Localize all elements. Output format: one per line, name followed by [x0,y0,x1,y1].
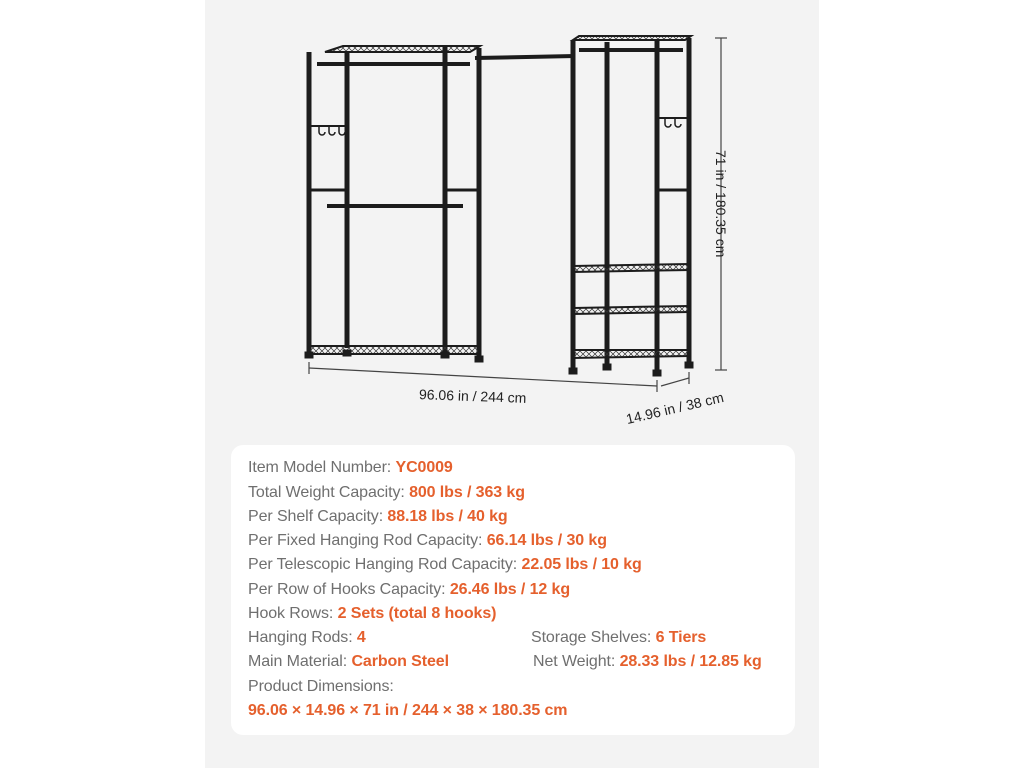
spec-dimensions-label: Product Dimensions: [248,678,394,695]
spec-hook-rows: Hook Rows: 2 Sets (total 8 hooks) [248,605,497,622]
depth-dimension: 14.96 in / 38 cm [624,388,726,428]
product-panel [205,0,819,768]
left-rack [305,46,483,362]
spec-storage-shelves: Storage Shelves: 6 Tiers [531,629,707,646]
spec-dimensions-value: 96.06 × 14.96 × 71 in / 244 × 38 × 180.35 cm [248,702,568,719]
spec-card [231,445,795,735]
width-dimension: 96.06 in / 244 cm [418,386,527,406]
right-rack [569,36,693,376]
height-dimension: 71 in / 180.35 cm [713,150,729,258]
spec-hooks-row: Per Row of Hooks Capacity: 26.46 lbs / 12 kg [248,581,570,598]
spec-net-weight: Net Weight: 28.33 lbs / 12.85 kg [533,653,762,670]
spec-fixed-rod: Per Fixed Hanging Rod Capacity: 66.14 lbs / 30 kg [248,532,607,549]
telescopic-rod [475,56,575,58]
spec-telescopic-rod: Per Telescopic Hanging Rod Capacity: 22.05 lbs / 10 kg [248,556,642,573]
spec-per-shelf: Per Shelf Capacity: 88.18 lbs / 40 kg [248,508,508,525]
spec-material: Main Material: Carbon Steel [248,653,449,670]
spec-model: Item Model Number: YC0009 [248,459,453,476]
spec-total-weight: Total Weight Capacity: 800 lbs / 363 kg [248,484,525,501]
spec-hanging-rods: Hanging Rods: 4 [248,629,366,646]
dimension-lines [309,38,727,392]
